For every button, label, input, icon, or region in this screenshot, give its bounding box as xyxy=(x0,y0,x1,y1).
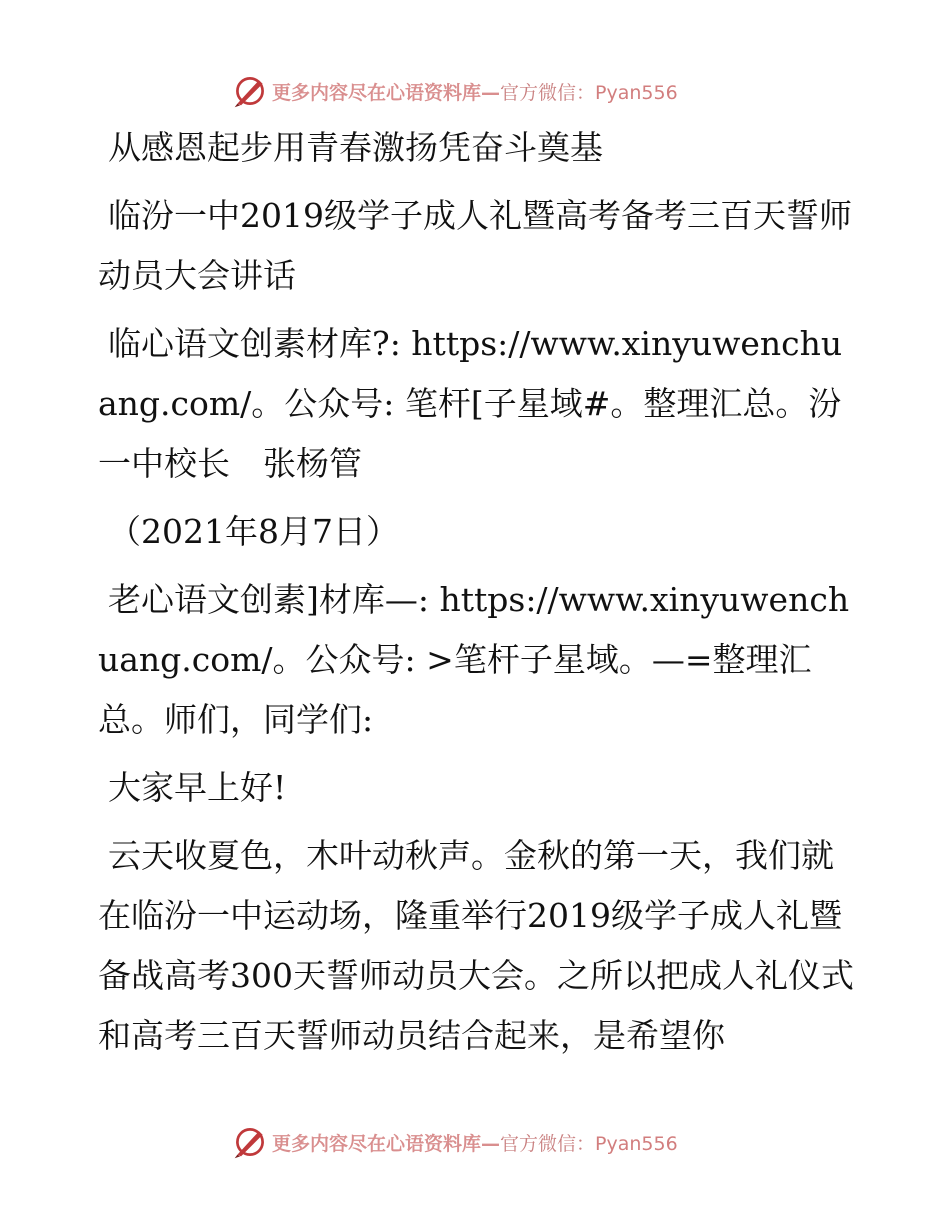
source-note-2: 老心语文创素]材库—: https://www.xinyuwenchuang.com/。公众号: >笔杆子星域。—=整理汇总。师们，同学们: xyxy=(98,580,850,739)
watermark-wechat-handle: Pyan556 xyxy=(595,1132,678,1155)
watermark-banner-bottom xyxy=(232,1123,732,1161)
watermark-wechat-label: 官方微信： xyxy=(500,1132,596,1155)
document-date: （2021年8月7日） xyxy=(108,512,399,551)
body-paragraph: 云天收夏色，木叶动秋声。金秋的第一天，我们就在临汾一中运动场，隆重举行2019级学子成人礼暨备战高考300天誓师动员大会。之所以把成人礼仪式和高考三百天誓师动员结合起来，是希望你 xyxy=(98,836,854,1055)
source-note-1: 临心语文创素材库?: https://www.xinyuwenchuang.com/。公众号: 笔杆[子星域#。整理汇总。汾一中校长 张杨管 xyxy=(98,324,843,483)
document-body xyxy=(98,118,858,1066)
pen-logo-icon xyxy=(232,73,268,109)
watermark-wechat-handle: Pyan556 xyxy=(595,81,678,104)
watermark-wechat-label: 官方微信： xyxy=(500,81,596,104)
watermark-site-text: 更多内容尽在心语资料库 xyxy=(272,1132,482,1155)
pen-logo-icon xyxy=(232,1124,268,1160)
watermark-dash: — xyxy=(481,1132,501,1155)
document-title: 从感恩起步用青春激扬凭奋斗奠基 xyxy=(108,128,603,167)
watermark-dash: — xyxy=(481,81,501,104)
watermark-site-text: 更多内容尽在心语资料库 xyxy=(272,81,482,104)
greeting: 大家早上好! xyxy=(108,768,287,807)
watermark-banner-top xyxy=(232,72,732,110)
document-subtitle: 临汾一中2019级学子成人礼暨高考备考三百天誓师动员大会讲话 xyxy=(98,196,852,295)
